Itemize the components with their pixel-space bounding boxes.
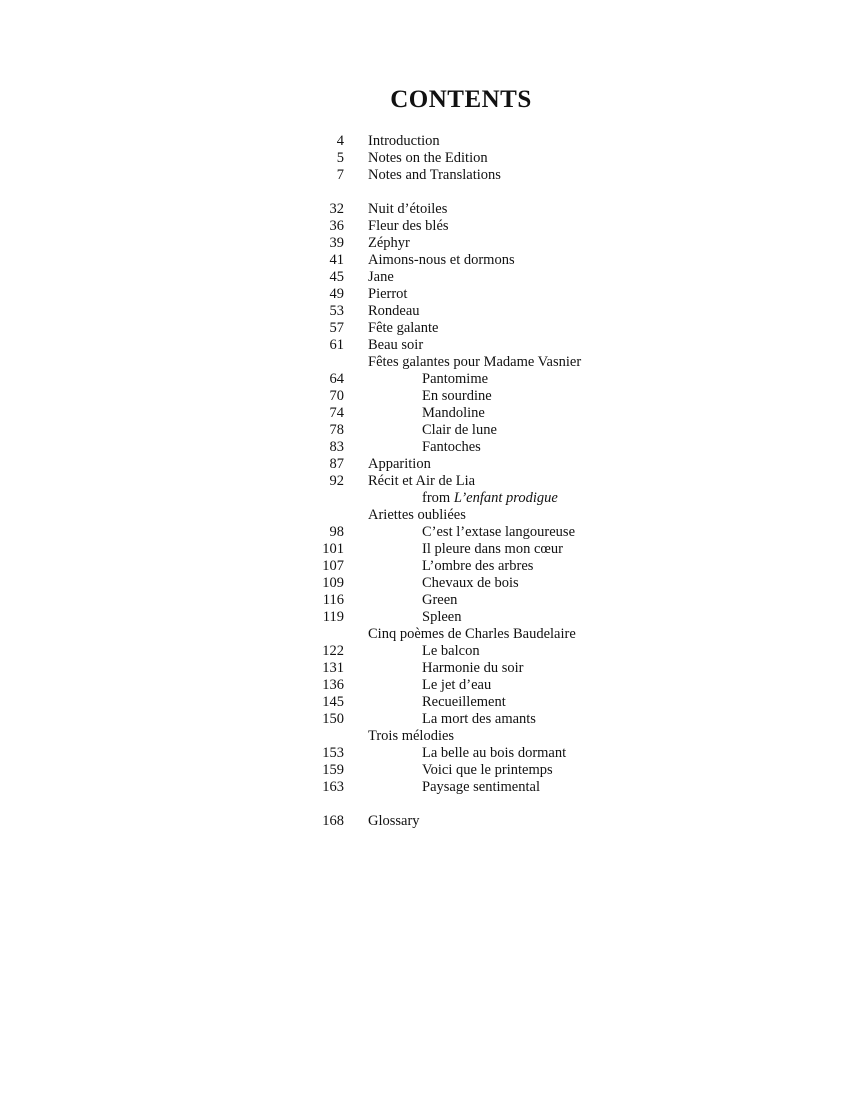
toc-row: [315, 320, 735, 337]
toc-row: [315, 694, 735, 711]
toc-title: C’est l’extase langoureuse: [422, 524, 576, 540]
toc-page-number: 49: [329, 286, 344, 302]
toc-row: [315, 235, 735, 252]
toc-page-number: 116: [322, 592, 344, 608]
toc-title: Cinq poèmes de Charles Baudelaire: [368, 626, 576, 642]
toc-row: [315, 490, 735, 507]
toc-page-number: 131: [322, 660, 344, 676]
toc-row: [315, 592, 735, 609]
toc-row: [315, 524, 735, 541]
toc-title: Fêtes galantes pour Madame Vasnier: [368, 354, 582, 370]
toc-row: [315, 728, 735, 745]
toc-row: [315, 167, 735, 184]
toc-page-number: 74: [329, 405, 344, 421]
toc-row: [315, 813, 735, 830]
toc-title: La mort des amants: [422, 711, 536, 727]
toc-row: [315, 762, 735, 779]
toc-row: [315, 218, 735, 235]
toc-page-number: 5: [336, 150, 344, 166]
toc-page-number: 150: [322, 711, 344, 727]
toc-title: Zéphyr: [368, 235, 410, 251]
toc-title: Notes and Translations: [368, 167, 501, 183]
toc-title: from L’enfant prodigue: [422, 490, 558, 506]
toc-title: En sourdine: [422, 388, 492, 404]
toc-title: Aimons-nous et dormons: [368, 252, 515, 268]
toc-row: [315, 303, 735, 320]
toc-title: Nuit d’étoiles: [368, 201, 448, 217]
toc-page-number: 70: [329, 388, 344, 404]
toc-page-number: 61: [329, 337, 344, 353]
toc-row: [315, 677, 735, 694]
toc-title: Apparition: [368, 456, 431, 472]
toc-row: [315, 711, 735, 728]
toc-page-number: 163: [322, 779, 344, 795]
toc-row: [315, 286, 735, 303]
toc-row: [315, 252, 735, 269]
toc-title: Harmonie du soir: [422, 660, 524, 676]
toc-page-number: 78: [329, 422, 344, 438]
toc-page-number: 98: [329, 524, 344, 540]
toc-row: [315, 269, 735, 286]
toc-row: [315, 745, 735, 762]
toc-row: [315, 422, 735, 439]
toc-page-number: 122: [322, 643, 344, 659]
toc-title: La belle au bois dormant: [422, 745, 567, 761]
toc-title: Beau soir: [368, 337, 424, 353]
toc-page-number: 7: [336, 167, 344, 183]
toc-page-number: 101: [322, 541, 344, 557]
toc-row: [315, 456, 735, 473]
toc-title: Glossary: [368, 813, 420, 829]
toc-title: L’ombre des arbres: [422, 558, 534, 574]
toc-row: [315, 150, 735, 167]
toc-row: [315, 133, 735, 150]
toc-page-number: 153: [322, 745, 344, 761]
toc-title: Pierrot: [368, 286, 408, 302]
toc-page-number: 168: [322, 813, 344, 829]
toc-page-number: 136: [322, 677, 344, 693]
toc-page-number: 36: [329, 218, 344, 234]
page-title: CONTENTS: [390, 86, 532, 113]
toc-page-number: 109: [322, 575, 344, 591]
toc-row: [315, 541, 735, 558]
toc-title: Fantoches: [422, 439, 481, 455]
toc-page-number: 41: [329, 252, 344, 268]
toc-row: [315, 201, 735, 218]
toc-page-number: 119: [322, 609, 344, 625]
toc-row: [315, 609, 735, 626]
toc-page-number: 159: [322, 762, 344, 778]
toc-title: Voici que le printemps: [422, 762, 553, 778]
toc-list: [315, 133, 735, 830]
toc-row: [315, 575, 735, 592]
toc-row: [315, 507, 735, 524]
toc-row: [315, 643, 735, 660]
toc-row: [315, 371, 735, 388]
toc-row: [315, 388, 735, 405]
toc-title: Le jet d’eau: [422, 677, 492, 693]
toc-row: [315, 779, 735, 796]
toc-row: [315, 473, 735, 490]
toc-row: [315, 405, 735, 422]
toc-page-number: 53: [329, 303, 344, 319]
toc-title: Fête galante: [368, 320, 439, 336]
toc-title: Introduction: [368, 133, 440, 149]
toc-row: [315, 354, 735, 371]
toc-row: [315, 660, 735, 677]
toc-page-number: 57: [329, 320, 344, 336]
toc-title: Notes on the Edition: [368, 150, 488, 166]
toc-row: [315, 558, 735, 575]
toc-page-number: 83: [329, 439, 344, 455]
toc-row: [315, 439, 735, 456]
toc-page-number: 32: [329, 201, 344, 217]
toc-title-italic: L’enfant prodigue: [453, 490, 558, 506]
toc-page-number: 45: [329, 269, 344, 285]
toc-title: Récit et Air de Lia: [368, 473, 476, 489]
toc-row: [315, 337, 735, 354]
toc-row: [315, 626, 735, 643]
toc-title: Pantomime: [422, 371, 489, 387]
toc-page-number: 107: [322, 558, 344, 574]
toc-page-number: 4: [336, 133, 344, 149]
toc-title: Clair de lune: [422, 422, 497, 438]
toc-page-number: 64: [329, 371, 344, 387]
toc-title: Il pleure dans mon cœur: [422, 541, 563, 557]
toc-title: Le balcon: [422, 643, 480, 659]
toc-title: Spleen: [422, 609, 462, 625]
toc-page-number: 39: [329, 235, 344, 251]
toc-page-number: 87: [329, 456, 344, 472]
toc-title: Mandoline: [422, 405, 485, 421]
toc-title: Recueillement: [422, 694, 506, 710]
toc-page-number: 92: [329, 473, 344, 489]
toc-title: Fleur des blés: [368, 218, 449, 234]
toc-title: Jane: [368, 269, 394, 285]
toc-title: Green: [422, 592, 458, 608]
toc-page-number: 145: [322, 694, 344, 710]
toc-title: Ariettes oubliées: [368, 507, 466, 523]
toc-title: Trois mélodies: [368, 728, 455, 744]
toc-title: Rondeau: [368, 303, 420, 319]
toc-title: Chevaux de bois: [422, 575, 519, 591]
toc-title: Paysage sentimental: [422, 779, 540, 795]
